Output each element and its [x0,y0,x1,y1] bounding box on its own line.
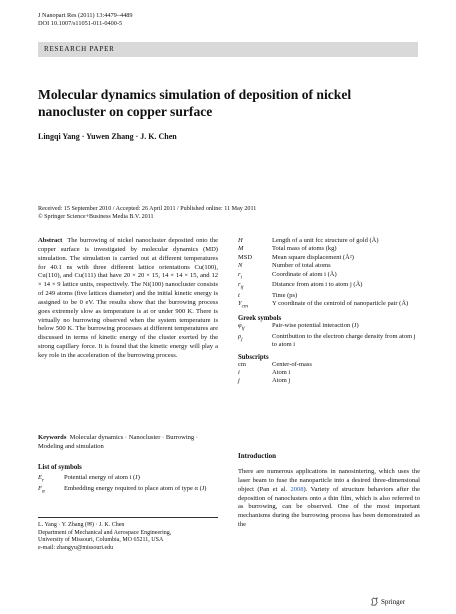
symbol-desc: Potential energy of atom i (J) [64,474,140,481]
symbol-row [238,262,420,270]
symbol-row [238,322,420,333]
affiliation-email[interactable]: e-mail: zhangyu@missouri.edu [38,544,114,551]
symbol: $r_{ij}$ [238,281,244,291]
symbol-desc: Atom j [272,377,291,385]
section-bar [38,42,418,57]
abstract-text: The burrowing of nickel nanocluster deposited onto the copper surface is investigated by molecular dynamics (MD) simulation. The simulation is carried out at different temperatures for 40.1 ns with three different lattice orientations Cu(100), Cu(110), and Cu(111) that have 20 × 20 × 15, 14 × 14 × 15, and 12 × 14 × 9 lattice units, respectively. The Ni(100) nanocluster consists of 249 atoms (five lattices diameter) and the initial kinetic energy is assigned to be 0 eV. The results show that the burrowing process goes extremely slow as temperature is at or under 900 K. There is virtually no burrowing observed when the system temperature is below 500 K. The burrowing processes at different temperatures are discussed in terms of kinetic energy of the cluster exerted by the strong capillary force. It is found that the kinetic energy will play a key role in the acceleration of the burrowing process. [38,237,219,359]
symbol-row [38,485,218,496]
affiliation-names: L. Yang · Y. Zhang (✉) · J. K. Chen [38,522,125,528]
citation-link[interactable]: 2008 [290,485,304,493]
symbol: $Y_{cm}$ [238,300,248,310]
affiliation [38,522,228,552]
symbol-row [238,369,420,377]
symbol-row [238,237,420,245]
keywords-label: Keywords [38,434,67,441]
symbol-desc: Distance from atom i to atom j (Å) [272,281,363,289]
symbol: cm [238,360,246,368]
abstract [38,237,218,361]
symbol: $E_r$ [38,474,45,484]
publication-dates [38,205,428,221]
symbol-desc: Center-of-mass [272,360,312,368]
symbol: i [238,369,240,377]
publisher-logo [370,597,405,606]
footnote-rule [38,517,218,518]
symbol: MSD [238,253,253,261]
keywords-text: Molecular dynamics · Nanocluster · Burrowing · Modeling and simulation [38,434,199,450]
symbol-row [238,300,420,311]
journal-header [38,12,133,28]
symbol-desc: Pair-wise potential interaction (J) [272,322,359,330]
symbol-row [238,245,420,253]
symbols-heading: List of symbols [38,464,82,471]
symbol-row [238,333,420,350]
symbol-desc: Mean square displacement (Å²) [272,253,354,261]
paper-title: Molecular dynamics simulation of deposition of nickel nanocluster on copper surface [38,87,352,119]
symbol-row [238,377,420,385]
affiliation-univ: University of Missouri, Columbia, MO 65211, USA [38,537,164,544]
symbol-desc: Total mass of atoms (kg) [272,245,337,253]
symbol: j [238,377,240,385]
author-list: Lingqi Yang · Yuwen Zhang · J. K. Chen [38,132,177,141]
symbols-table-right [238,237,420,311]
symbol: $r_i$ [238,270,243,280]
section-label: RESEARCH PAPER [44,45,115,53]
symbol: $F_\alpha$ [38,484,45,494]
symbol-row [238,254,420,262]
symbol-row [238,271,420,282]
symbol-desc: Time (ps) [272,292,298,300]
symbol-desc: Atom i [272,369,291,377]
springer-horse-icon [370,597,379,606]
subscripts-heading: Subscripts [238,353,269,361]
symbol: H [238,237,243,244]
symbol-row [238,281,420,292]
affiliation-dept: Department of Mechanical and Aerospace Engineering, [38,529,172,536]
keywords [38,434,218,452]
journal-citation: J Nanopart Res (2011) 13:4479–4489 [38,12,133,19]
received-line: Received: 15 September 2010 / Accepted: 26 April 2011 / Published online: 11 May 2011 [38,206,257,212]
introduction-text: There are numerous applications in nanosintering, which uses the laser beam to fuse the nanoparticle into a desired three-dimensional object (Pan et al. 2008). Variety of structure behaviors after the deposition of nanoclusters onto a thin film, which is also referred to as burrowing, can be observed. One of the most important mechanisms during the burrowing process has been demonstrated as the [238,468,420,529]
symbol: $\rho_j$ [238,332,243,343]
publisher-name: Springer [381,597,406,606]
greek-table [238,322,420,350]
greek-heading: Greek symbols [238,315,282,323]
copyright-line: © Springer Science+Business Media B.V. 2011 [38,214,154,220]
symbol-desc: Y coordinate of the centroid of nanoparticle pair (Å) [272,300,409,308]
symbol: N [238,262,243,270]
subscripts-table [238,361,420,386]
symbols-right [238,237,420,386]
symbol: $\varphi_{ij}$ [238,322,245,332]
symbol: M [238,245,244,253]
abstract-label: Abstract [38,237,63,244]
symbol-desc: Length of a unit fcc structure of gold (Å) [272,237,379,244]
symbol-desc: Number of total atoms [272,262,331,270]
symbol: t [238,292,240,300]
symbol-row [38,474,218,485]
introduction-heading: Introduction [238,452,276,460]
symbols-table-left [38,474,218,495]
symbol-desc: Embedding energy required to place atom of type α (J) [64,484,207,492]
symbol-desc: Contribution to the electron charge density from atom j to atom i [272,332,416,349]
doi[interactable]: DOI 10.1007/s11051-011-0400-5 [38,20,123,27]
symbol-desc: Coordinate of atom i (Å) [272,270,337,278]
symbol-row [238,361,420,369]
